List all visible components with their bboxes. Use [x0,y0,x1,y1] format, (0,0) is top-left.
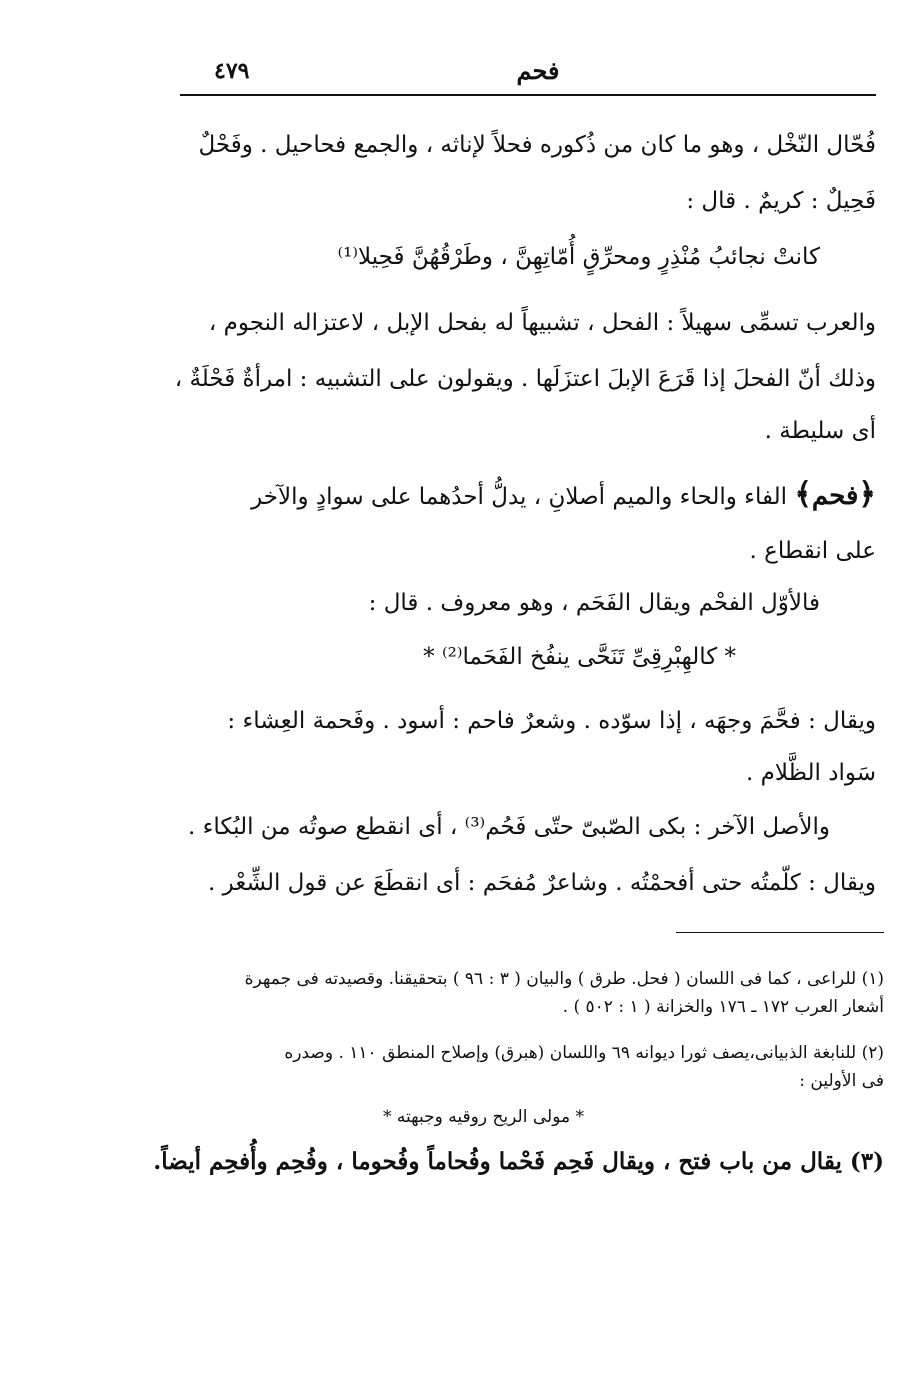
footnote-rule [676,932,884,933]
text-line: فَحِيلٌ : كريمٌ . قال : [686,188,876,214]
footnote-2: (٢) للنابغة الذبيانى،يصف ثورا ديوانه ٦٩ واللسان (هبرق) وإصلاح المنطق ١١٠ . وصدره [284,1043,884,1063]
footnote-1-cont: أشعار العرب ١٧٢ ـ ١٧٦ والخزانة ( ١ : ٥٠٢ ) . [562,997,884,1017]
text-line: على انقطاع . [749,538,876,564]
verse-line: كانتْ نجائبُ مُنْذِرٍ ومحرِّقٍ أُمّاتِهِنَّ ، وطَرْقُهُنَّ فَحِيلا⁽¹⁾ [337,244,820,270]
verse-line: * كالهِبْرِقِىِّ تَنَحَّى ينفُخ الفَحَما⁽²⁾ * [423,644,736,670]
text-line: والأصل الآخر : بكى الصّبىّ حتّى فَحُم⁽³⁾ ، أى انقطع صوتُه من البُكاء . [187,814,830,840]
entry-definition: الفاء والحاء والميم أصلانِ ، يدلُّ أحدُهما على سوادٍ والآخر [251,484,788,510]
text-line: فالأوّل الفحْم ويقال الفَحَم ، وهو معروف . قال : [368,590,820,616]
main-text [174,130,876,910]
text-line: وذلك أنّ الفحلَ إذا قَرَعَ الإبلَ اعتزَلَها . ويقولون على التشبيه : امرأةٌ فَحْلَةٌ ، [174,366,876,392]
header-rule [180,94,876,96]
text-line: سَواد الظَّلام . [746,760,876,786]
running-head: فحم [516,56,560,85]
entry-headword: فحم [811,481,859,511]
text-line: فُحّال النّخْل ، وهو ما كان من ذُكوره فحلاً لإناثه ، والجمع فحاحيل . وفَحْلٌ [198,132,876,158]
page-header [180,52,876,92]
footnote-2-verse: * مولى الريح روقيه وجبهته * [383,1107,584,1127]
text-line: ويقال : كلّمتُه حتى أفحمْتُه . وشاعرٌ مُفحَم : أى انقطَعَ عن قول الشِّعْر . [208,870,876,896]
text-line: ويقال : فحَّمَ وجهَه ، إذا سوّده . وشعرٌ فاحم : أسود . وفَحمة العِشاء : [227,708,876,734]
entry-line: ﴿فحم﴾ الفاء والحاء والميم أصلانِ ، يدلُّ أحدُهما على سوادٍ والآخر [251,477,876,512]
footnote-3: (٣) يقال من باب فتح ، ويقال فَحِم فَحْما وفُحاماً وفُحوما ، وفُحِم وأُفحِم أيضاً. [153,1148,884,1175]
page-number: ٤٧٩ [214,58,250,84]
footnote-1: (١) للراعى ، كما فى اللسان ( فحل. طرق ) والبيان ( ٣ : ٩٦ ) بتحقيقنا. وقصيدته فى جمهرة [244,969,884,989]
text-line: والعرب تسمِّى سهيلاً : الفحل ، تشبيهاً له بفحل الإبل ، لاعتزاله النجوم ، [208,310,876,336]
text-line: أى سليطة . [764,418,876,444]
footnote-2-cont: فى الأولين : [799,1071,884,1091]
